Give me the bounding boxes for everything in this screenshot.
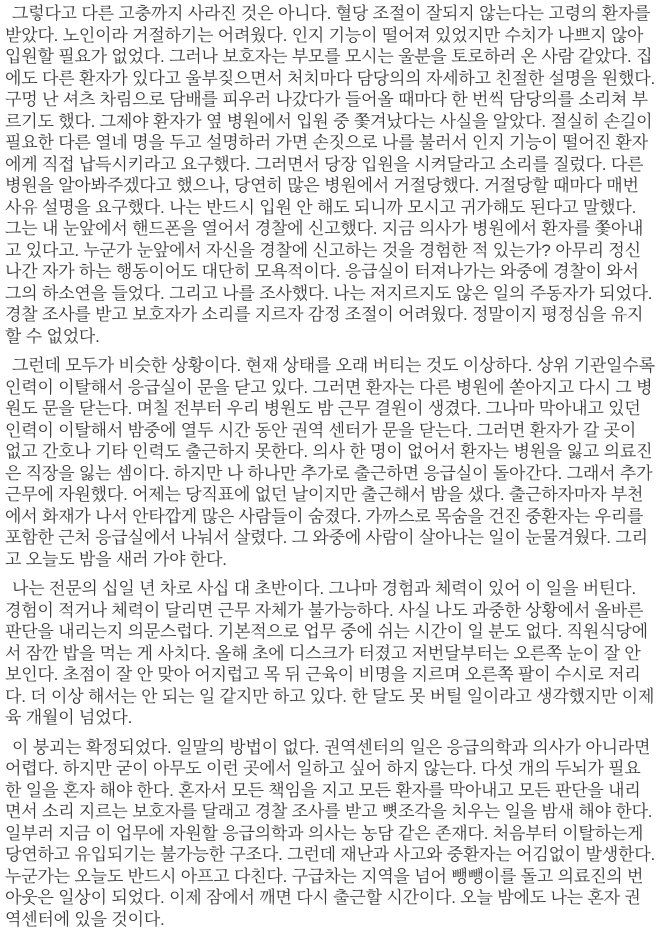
paragraph-1: 그렇다고 다른 고충까지 사라진 것은 아니다. 혈당 조절이 잘되지 않는다는 고령의 환자를 받았다. 노인이라 거절하기는 어려웠다. 인지 기능이 떨어져 있었지만 수치가 나쁘지 않아 입원할 필요가 없었다. 그러나 보호자는 부모를 모시는 울분을 토로하러 온 사람 같았다. 집에도 다른 환자가 있다고 울부짖으면서 처치마다 담당의의 자세하고 친절한 설명을 원했다. 구멍 난 셔츠 차림으로 담배를 피우러 나갔다가 들어올 때마다 한 번씩 담당의를 소리쳐 부르기도 했다. 그제야 환자가 옆 병원에서 입원 중 쫓겨났다는 사실을 알았다. 절실히 손길이 필요한 다른 열네 명을 두고 설명하러 가면 손짓으로 나를 불러서 인지 기능이 떨어진 환자에게 직접 납득시키라고 요구했다. 그러면서 당장 입원을 시켜달라고 소리를 질렀다. 다른 병원을 알아봐주겠다고 했으나, 당연히 많은 병원에서 거절당했다. 거절당할 때마다 매번 사유 설명을 요구했다. 나는 반드시 입원 안 해도 되니까 모시고 귀가해도 된다고 말했다. 그는 내 눈앞에서 핸드폰을 열어서 경찰에 신고했다. 지금 의사가 병원에서 환자를 쫓아내고 있다고. 누군가 눈앞에서 자신을 경찰에 신고하는 것을 경험한 적 있는가? 아무리 정신 나간 자가 하는 행동이어도 대단히 모욕적이다. 응급실이 터져나가는 와중에 경찰이 와서 그의 하소연을 들었다. 그리고 나를 조사했다. 나는 저지르지도 않은 일의 주동자가 되었다. 경찰 조사를 받고 보호자가 소리를 지르자 감정 조절이 어려웠다. 정말이지 평정심을 유지할 수 없었다.: [5, 3, 655, 347]
paragraph-4: 이 붕괴는 확정되었다. 일말의 방법이 없다. 권역센터의 일은 응급의학과 의사가 아니라면 어렵다. 하지만 굳이 아무도 이런 곳에서 일하고 싶어 하지 않는다. 다섯 개의 두뇌가 필요한 일을 혼자 해야 한다. 혼자서 모든 책임을 지고 모든 환자를 막아내고 모든 판단을 내리면서 소리 지르는 보호자를 달래고 경찰 조사를 받고 뼛조각을 치우는 일을 밤새 해야 한다. 일부러 지금 이 업무에 자원할 응급의학과 의사는 농담 같은 존재다. 처음부터 이탈하는게 당연하고 유입되기는 불가능한 구조다. 그런데 재난과 사고와 중환자는 어김없이 발생한다. 누군가는 오늘도 반드시 아프고 다친다. 구급차는 지역을 넘어 뺑뺑이를 돌고 의료진의 번아웃은 일상이 되었다. 이제 잠에서 깨면 다시 출근할 시간이다. 오늘 밤에도 나는 혼자 권역센터에 있을 것이다.: [5, 737, 655, 930]
paragraph-2: 그런데 모두가 비슷한 상황이다. 현재 상태를 오래 버티는 것도 이상하다. 상위 기관일수록 인력이 이탈해서 응급실이 문을 닫고 있다. 그러면 환자는 다른 병원에 쏟아지고 다시 그 병원도 문을 닫는다. 며칠 전부터 우리 병원도 밤 근무 결원이 생겼다. 그나마 막아내고 있던 인력이 이탈해서 밤중에 열두 시간 동안 권역 센터가 문을 닫는다. 그러면 환자가 갈 곳이 없고 간호나 기타 인력도 출근하지 못한다. 의사 한 명이 없어서 환자는 병원을 잃고 의료진은 직장을 잃는 셈이다. 하지만 나 하나만 추가로 출근하면 응급실이 돌아간다. 그래서 추가 근무에 자원했다. 어제는 당직표에 없던 날이지만 출근해서 밤을 샜다. 출근하자마자 부천에서 화재가 나서 안타깝게 많은 사람들이 숨졌다. 가까스로 목숨을 건진 중환자는 우리를 포함한 근처 응급실에서 나눠서 살렸다. 그 와중에 사람이 살아나는 일이 눈물겨웠다. 그리고 오늘도 밤을 새러 가야 한다.: [5, 355, 655, 570]
paragraph-3: 나는 전문의 십일 년 차로 사십 대 초반이다. 그나마 경험과 체력이 있어 이 일을 버틴다. 경험이 적거나 체력이 달리면 근무 자체가 불가능하다. 사실 나도 과중한 상황에서 올바른 판단을 내리는지 의문스럽다. 기본적으로 업무 중에 쉬는 시간이 일 분도 없다. 직원식당에서 잠깐 밥을 먹는 게 사치다. 올해 초에 디스크가 터졌고 저번달부터는 오른쪽 눈이 잘 안 보인다. 초점이 잘 안 맞아 어지럽고 목 뒤 근육이 비명을 지르며 오른쪽 팔이 수시로 저리다. 더 이상 해서는 안 되는 일 같지만 하고 있다. 한 달도 못 버틸 일이라고 생각했지만 이제 육 개월이 넘었다.: [5, 578, 655, 729]
